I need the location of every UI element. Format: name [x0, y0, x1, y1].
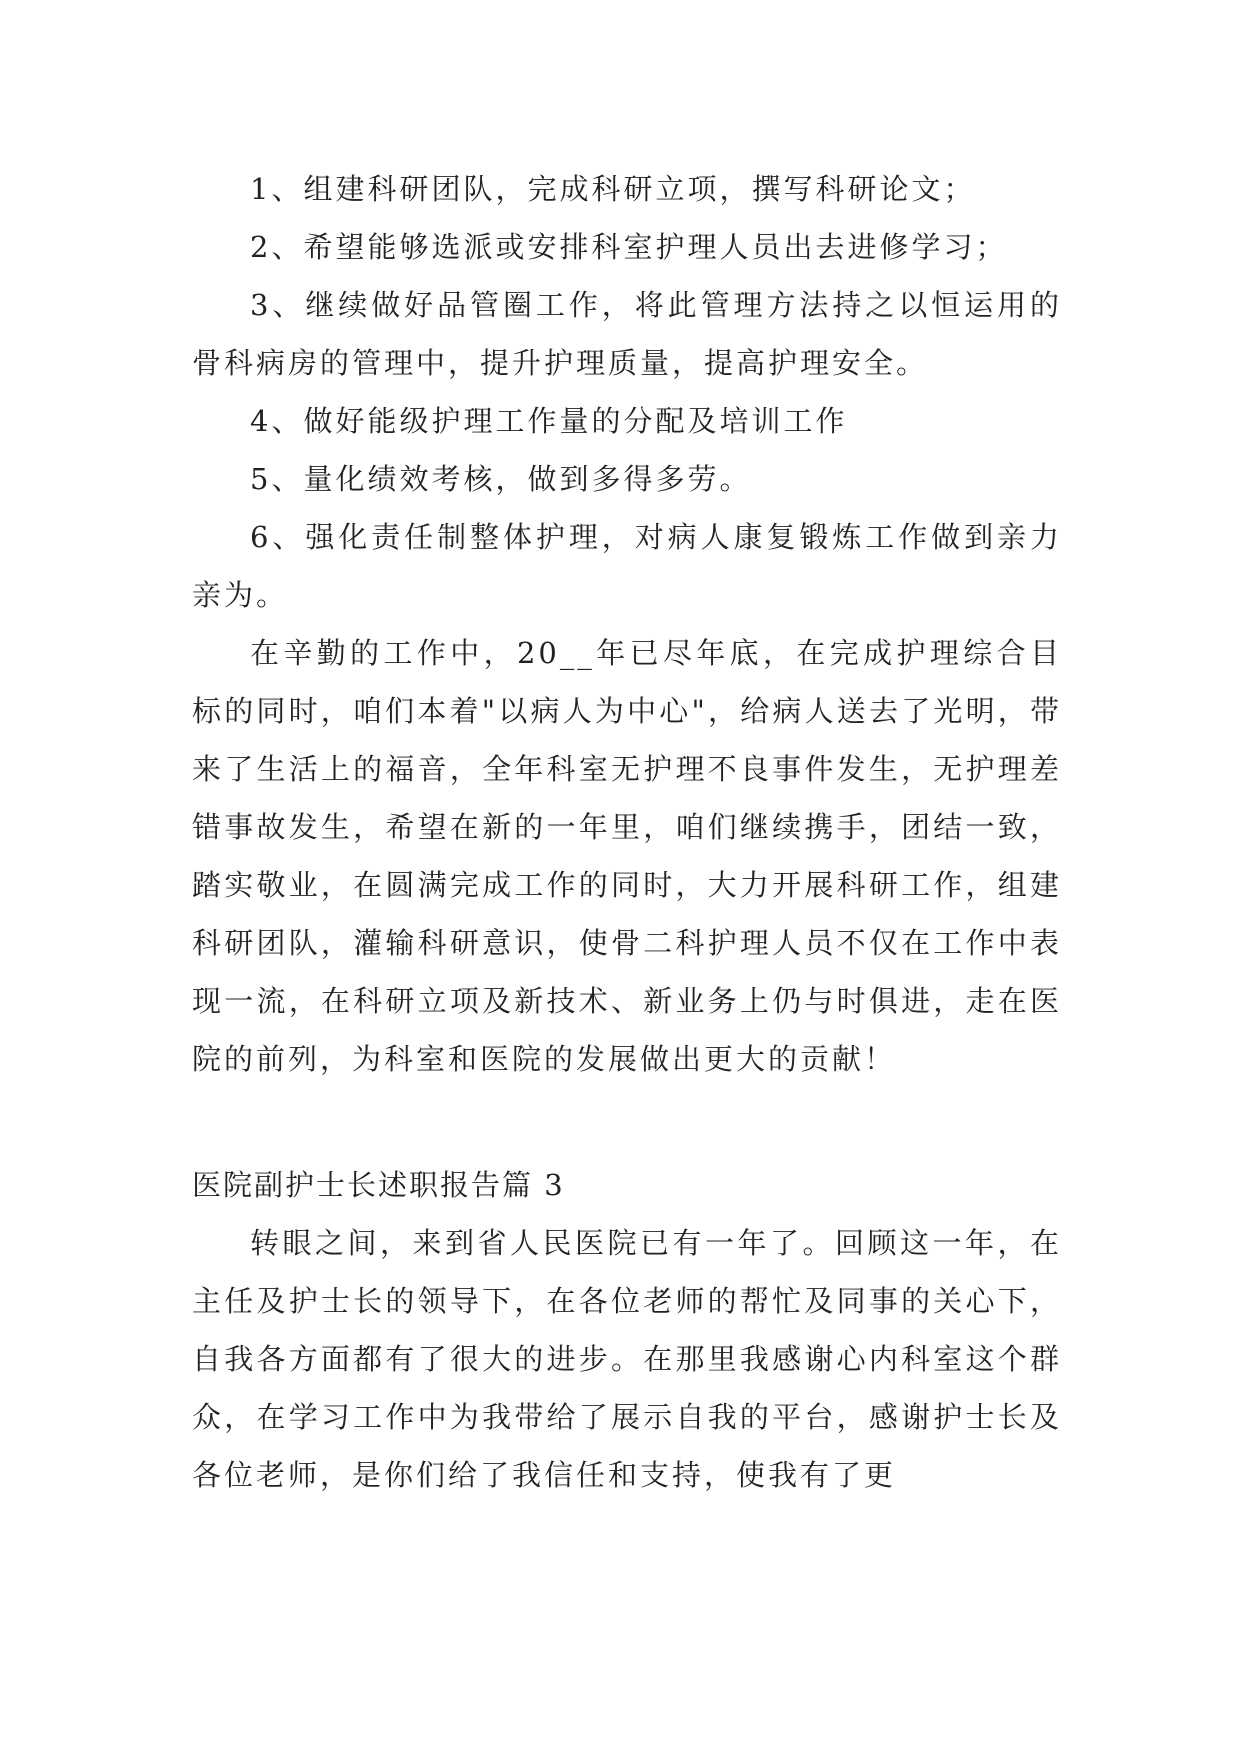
- list-item-3: 3、继续做好品管圈工作，将此管理方法持之以恒运用的骨科病房的管理中，提升护理质量，提高护理安全。: [192, 288, 1062, 380]
- list-item-4: 4、做好能级护理工作量的分配及培训工作: [250, 404, 848, 438]
- list-item-1: 1、组建科研团队，完成科研立项，撰写科研论文；: [250, 172, 976, 206]
- list-item-2: 2、希望能够选派或安排科室护理人员出去进修学习；: [250, 230, 1008, 264]
- list-item-5: 5、量化绩效考核，做到多得多劳。: [250, 462, 752, 496]
- conclusion-paragraph: 在辛勤的工作中，20__年已尽年底，在完成护理综合目标的同时，咱们本着"以病人为中心"，给病人送去了光明，带来了生活上的福音，全年科室无护理不良事件发生，无护理差错事故发生，希望在新的一年里，咱们继续携手，团结一致，踏实敬业，在圆满完成工作的同时，大力开展科研工作，组建科研团队，灌输科研意识，使骨二科护理人员不仅在工作中表现一流，在科研立项及新技术、新业务上仍与时俱进，走在医院的前列，为科室和医院的发展做出更大的贡献！: [192, 636, 1062, 1076]
- section-heading: 医院副护士长述职报告篇 3: [192, 1168, 565, 1202]
- document-body: [192, 160, 1062, 1504]
- intro-paragraph: 转眼之间，来到省人民医院已有一年了。回顾这一年，在主任及护士长的领导下，在各位老师的帮忙及同事的关心下，自我各方面都有了很大的进步。在那里我感谢心内科室这个群众，在学习工作中为我带给了展示自我的平台，感谢护士长及各位老师，是你们给了我信任和支持，使我有了更: [192, 1226, 1062, 1492]
- list-item-6: 6、强化责任制整体护理，对病人康复锻炼工作做到亲力亲为。: [192, 520, 1062, 612]
